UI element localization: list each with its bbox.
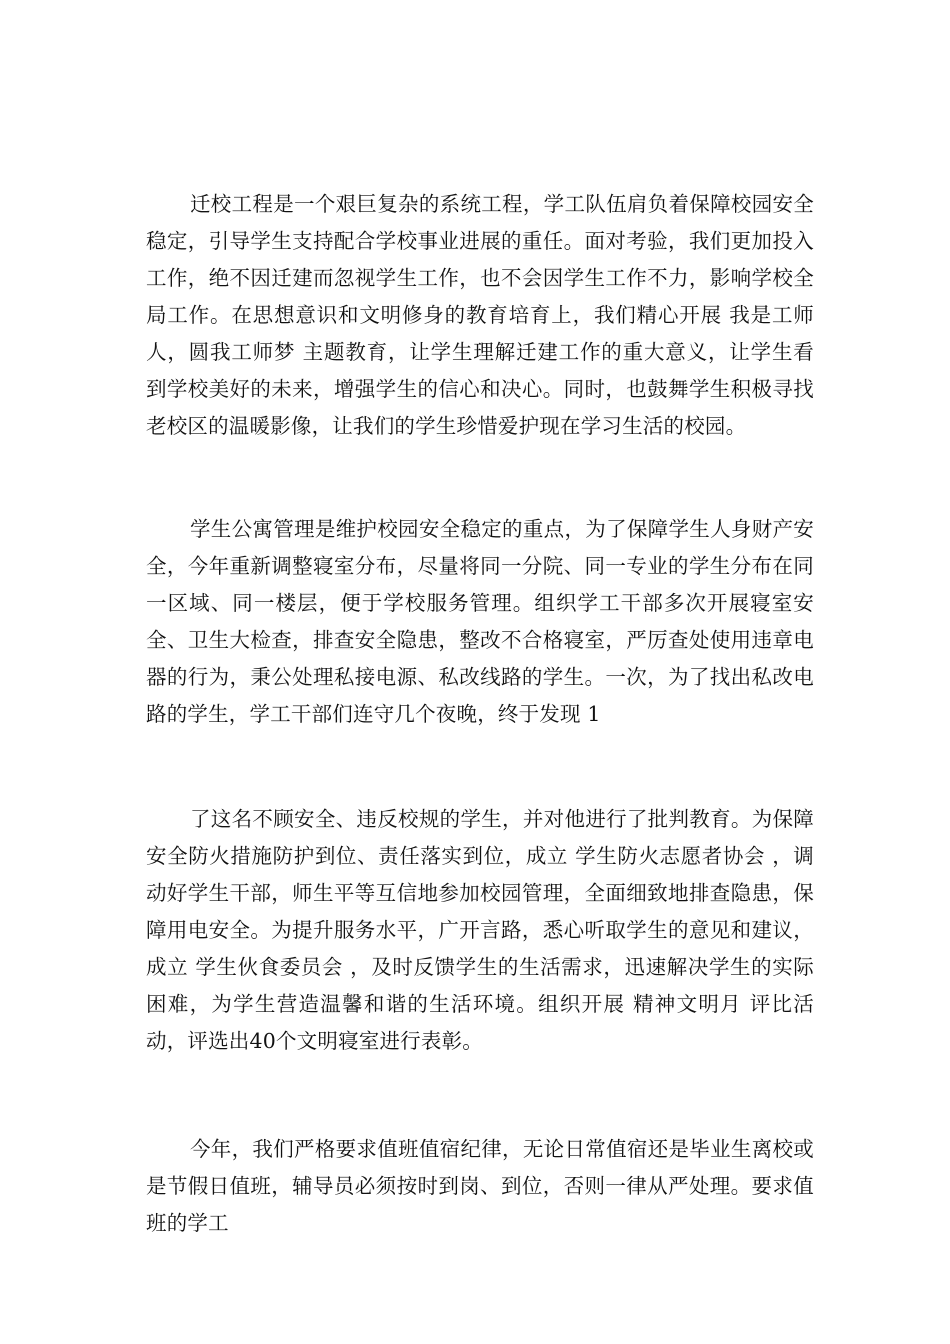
paragraph-duty-discipline: 今年，我们严格要求值班值宿纪律，无论日常值宿还是毕业生离校或是节假日值班，辅导员必须按时到岗、到位，否则一律从严处理。要求值班的学工 — [146, 1137, 814, 1235]
paragraph-fire-safety-and-services: 了这名不顾安全、违反校规的学生，并对他进行了批判教育。为保障安全防火措施防护到位、责任落实到位，成立 学生防火志愿者协会 ，调动好学生干部，师生平等互信地参加校园管理，全面细致地排查隐患，保障用电安全。为提升服务水平，广开言路，悉心听取学生的意见和建议，成立 学生伙食委员会 ，及时反馈学生的生活需求，迅速解决学生的实际困难，为学生营造温馨和谐的生活环境。组织开展 精神文明月 评比活动，评选出40个文明寝室进行表彰。 — [146, 807, 814, 1053]
paragraph-campus-relocation: 迁校工程是一个艰巨复杂的系统工程，学工队伍肩负着保障校园安全稳定，引导学生支持配合学校事业进展的重任。面对考验，我们更加投入工作，绝不因迁建而忽视学生工作，也不会因学生工作不力，影响学校全局工作。在思想意识和文明修身的教育培育上，我们精心开展 我是工师人，圆我工师梦 主题教育，让学生理解迁建工作的重大意义，让学生看到学校美好的未来，增强学生的信心和决心。同时，也鼓舞学生积极寻找老校区的温暖影像，让我们的学生珍惜爱护现在学习生活的校园。 — [146, 192, 814, 438]
paragraph-dormitory-management: 学生公寓管理是维护校园安全稳定的重点，为了保障学生人身财产安全，今年重新调整寝室分布，尽量将同一分院、同一专业的学生分布在同一区域、同一楼层，便于学校服务管理。组织学工干部多次开展寝室安全、卫生大检查，排查安全隐患，整改不合格寝室，严厉查处使用违章电器的行为，秉公处理私接电源、私改线路的学生。一次，为了找出私改电路的学生，学工干部们连守几个夜晚，终于发现 1 — [146, 517, 814, 726]
